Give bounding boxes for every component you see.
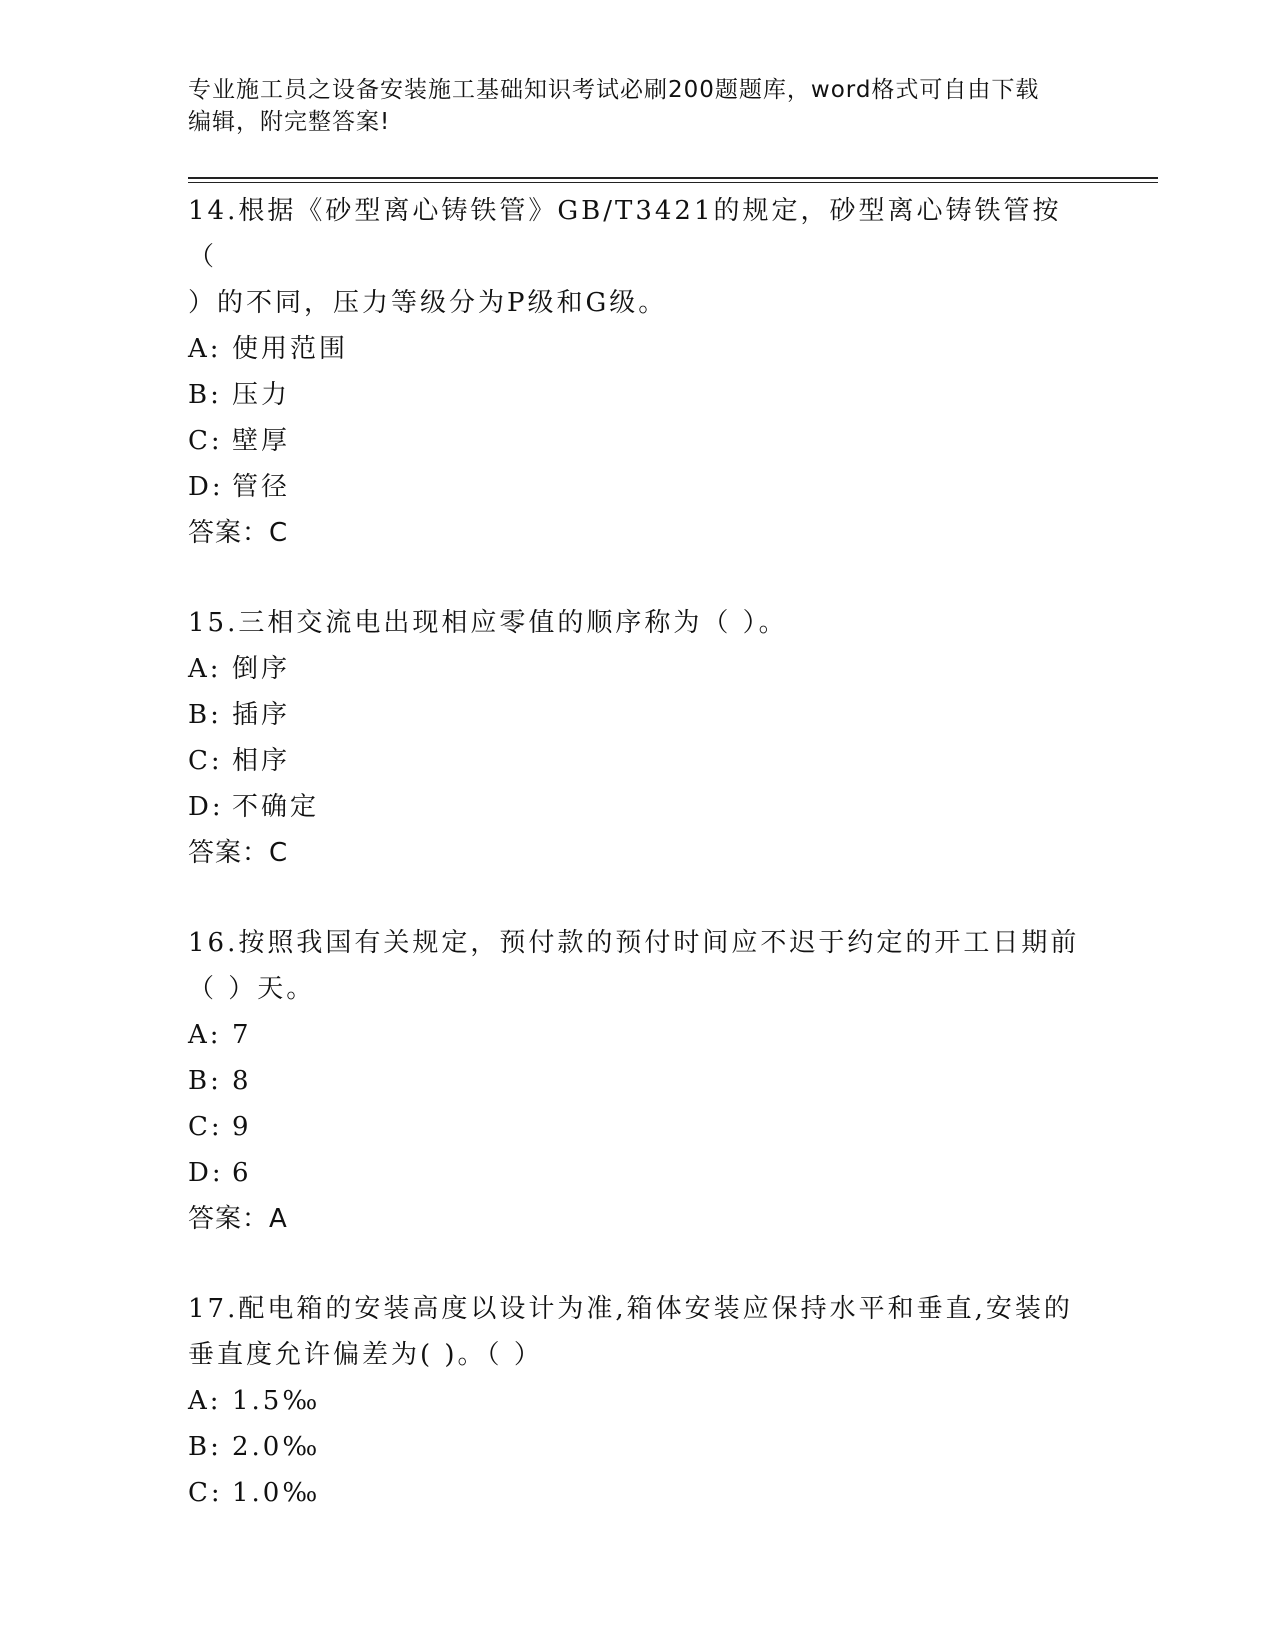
- question-text-line-1: 16.按照我国有关规定，预付款的预付时间应不迟于约定的开工日期前: [188, 928, 1080, 958]
- option-text: 6: [232, 1158, 252, 1188]
- option-text: 1.5‰: [232, 1386, 321, 1416]
- question-text-line-1: 17.配电箱的安装高度以设计为准,箱体安装应保持水平和垂直,安装的: [188, 1294, 1073, 1324]
- option-letter: B:: [188, 700, 222, 730]
- question-text-line-2: （ ）天。: [188, 974, 316, 1004]
- option-text: 7: [232, 1020, 252, 1050]
- option-letter: A:: [188, 654, 222, 684]
- question-15: [188, 600, 1088, 876]
- option-d: [188, 784, 1088, 830]
- answer-line: 答案：A: [188, 1204, 288, 1234]
- answer-line: 答案：C: [188, 518, 289, 548]
- option-letter: B:: [188, 1066, 222, 1096]
- header-divider-thin: [188, 182, 1158, 183]
- option-letter: B:: [188, 380, 222, 410]
- question-text-line-2: 垂直度允许偏差为( )。（ ）: [188, 1340, 543, 1370]
- option-a: [188, 1378, 1088, 1424]
- question-text-line-2: ）的不同，压力等级分为P级和G级。: [188, 288, 668, 318]
- option-text: 使用范围: [232, 334, 349, 364]
- answer-line: 答案：C: [188, 838, 289, 868]
- document-header: [188, 74, 1078, 138]
- option-c: [188, 738, 1088, 784]
- question-text: [188, 600, 1088, 646]
- option-text: 2.0‰: [232, 1432, 321, 1462]
- option-letter: A:: [188, 1386, 222, 1416]
- option-letter: C:: [188, 746, 223, 776]
- header-line-1: 专业施工员之设备安装施工基础知识考试必刷200题题库，word格式可自由下载: [188, 77, 1040, 103]
- question-14: [188, 188, 1088, 556]
- option-letter: C:: [188, 1112, 223, 1142]
- option-text: 插序: [232, 700, 291, 730]
- option-b: [188, 1058, 1088, 1104]
- question-list: [188, 188, 1088, 1560]
- option-letter: D:: [188, 792, 224, 822]
- question-16: [188, 920, 1088, 1242]
- question-text: [188, 188, 1088, 326]
- option-text: 不确定: [232, 792, 320, 822]
- option-c: [188, 1470, 1088, 1516]
- option-text: 压力: [232, 380, 291, 410]
- option-c: [188, 1104, 1088, 1150]
- option-b: [188, 692, 1088, 738]
- option-text: 相序: [232, 746, 291, 776]
- header-line-2: 编辑，附完整答案!: [188, 109, 391, 135]
- option-letter: D:: [188, 1158, 224, 1188]
- option-letter: A:: [188, 1020, 222, 1050]
- question-text-line-1: 15.三相交流电出现相应零值的顺序称为（ ）。: [188, 608, 788, 638]
- question-text: [188, 1286, 1088, 1378]
- option-b: [188, 1424, 1088, 1470]
- question-text-line-1: 14.根据《砂型离心铸铁管》GB/T3421的规定，砂型离心铸铁管按（: [188, 196, 1062, 272]
- option-letter: A:: [188, 334, 222, 364]
- option-letter: D:: [188, 472, 224, 502]
- option-text: 1.0‰: [232, 1478, 321, 1508]
- option-d: [188, 464, 1088, 510]
- option-text: 倒序: [232, 654, 291, 684]
- option-text: 8: [232, 1066, 252, 1096]
- option-b: [188, 372, 1088, 418]
- question-17: [188, 1286, 1088, 1516]
- option-letter: B:: [188, 1432, 222, 1462]
- option-a: [188, 326, 1088, 372]
- option-text: 9: [232, 1112, 252, 1142]
- header-divider-thick: [188, 177, 1158, 179]
- option-a: [188, 1012, 1088, 1058]
- option-letter: C:: [188, 1478, 223, 1508]
- option-d: [188, 1150, 1088, 1196]
- option-c: [188, 418, 1088, 464]
- option-text: 管径: [232, 472, 291, 502]
- option-text: 壁厚: [232, 426, 291, 456]
- option-a: [188, 646, 1088, 692]
- question-text: [188, 920, 1088, 1012]
- option-letter: C:: [188, 426, 223, 456]
